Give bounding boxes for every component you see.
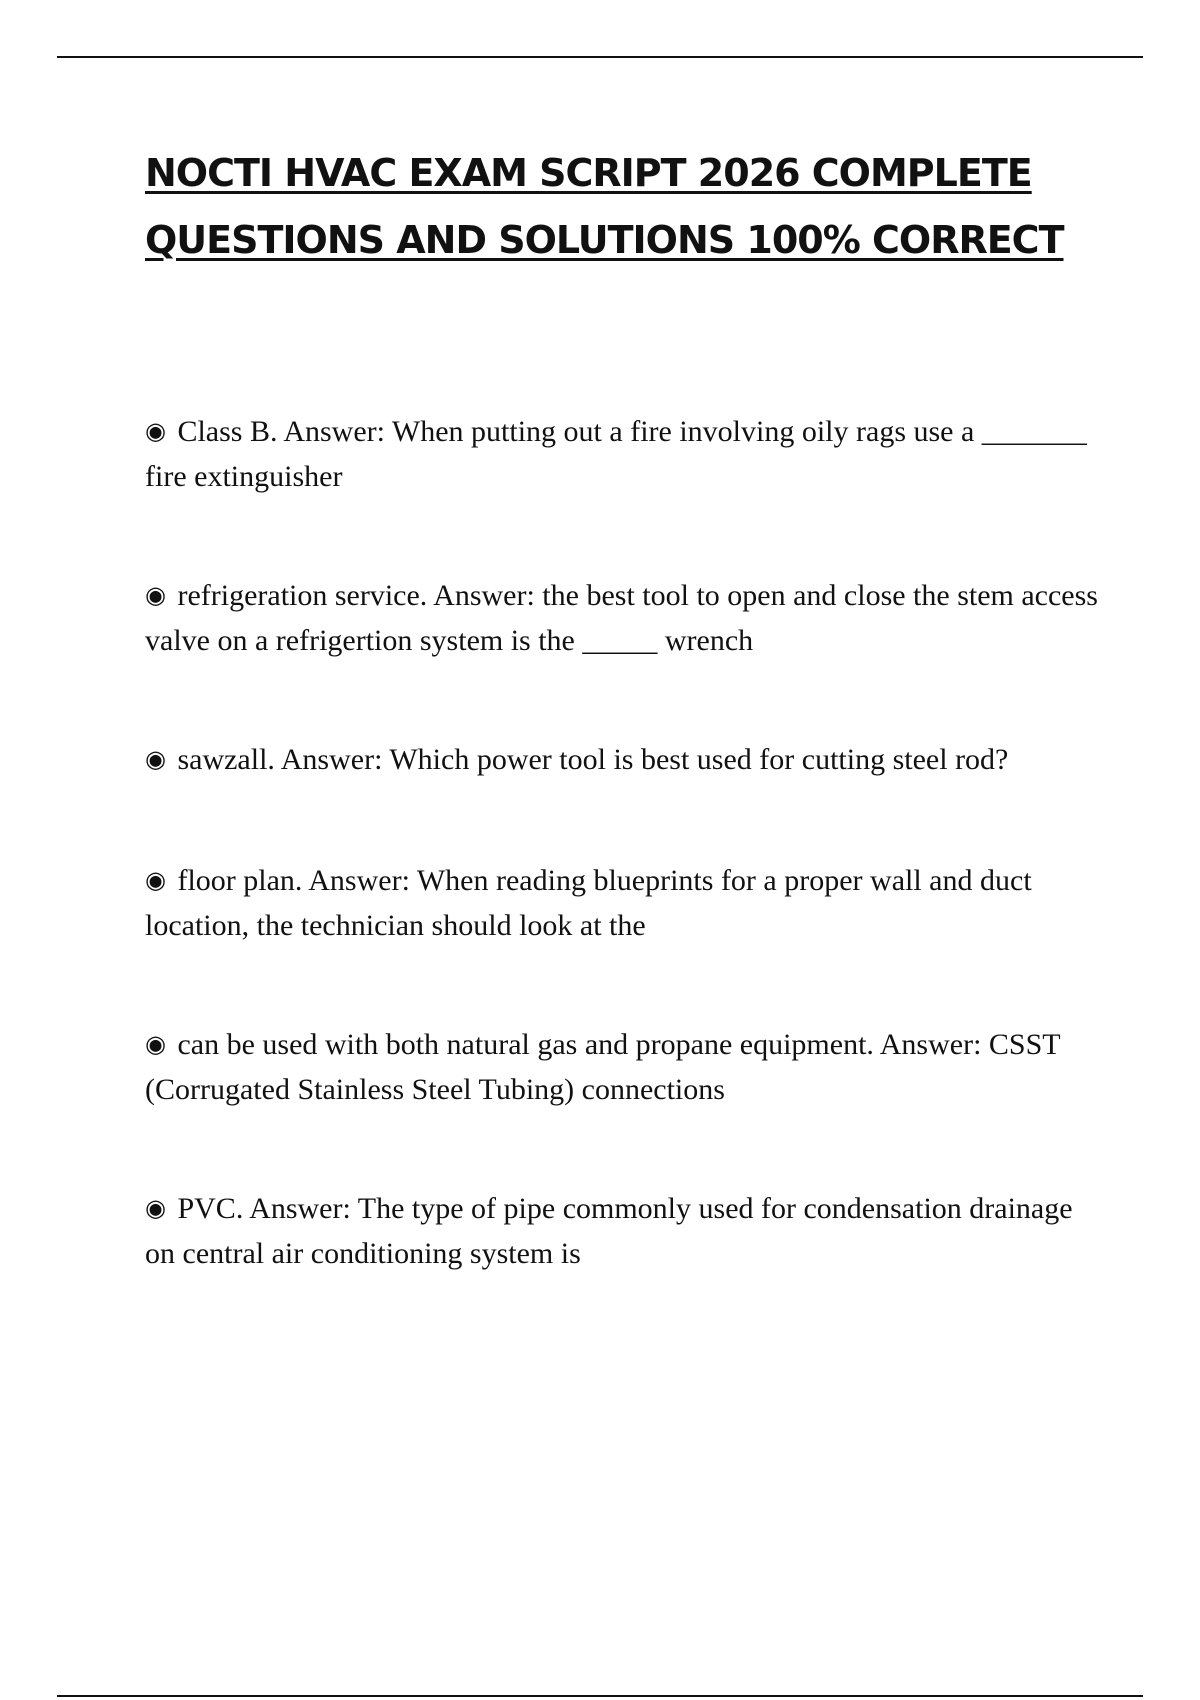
radio-bullet-icon: ◉ [145,745,166,773]
radio-bullet-icon: ◉ [145,417,166,445]
bottom-divider [57,1695,1143,1697]
qa-item [145,410,1105,498]
top-divider [57,56,1143,58]
qa-list [145,410,1105,1351]
qa-item-text: can be used with both natural gas and propane equipment. Answer: CSST (Corrugated Stainless Steel Tubing) connections [145,1028,1061,1106]
radio-bullet-icon: ◉ [145,1030,166,1058]
radio-bullet-icon: ◉ [145,1194,166,1222]
qa-item-text: refrigeration service. Answer: the best tool to open and close the stem access valve on a refrigertion system is the _____ wrench [145,579,1098,657]
qa-item-text: floor plan. Answer: When reading blueprints for a proper wall and duct location, the technician should look at the [145,864,1032,942]
qa-item-text: Class B. Answer: When putting out a fire involving oily rags use a _______ fire extinguisher [145,415,1087,493]
qa-item-text: sawzall. Answer: Which power tool is best used for cutting steel rod? [177,743,1009,776]
qa-item [145,738,1105,783]
qa-item [145,1187,1105,1275]
radio-bullet-icon: ◉ [145,866,166,894]
qa-item [145,1023,1105,1111]
qa-item [145,859,1105,947]
qa-item [145,574,1105,662]
radio-bullet-icon: ◉ [145,581,166,609]
document-title: NOCTI HVAC EXAM SCRIPT 2026 COMPLETE QUESTIONS AND SOLUTIONS 100% CORRECT [145,151,1064,262]
qa-item-text: PVC. Answer: The type of pipe commonly used for condensation drainage on central air conditioning system is [145,1192,1073,1270]
